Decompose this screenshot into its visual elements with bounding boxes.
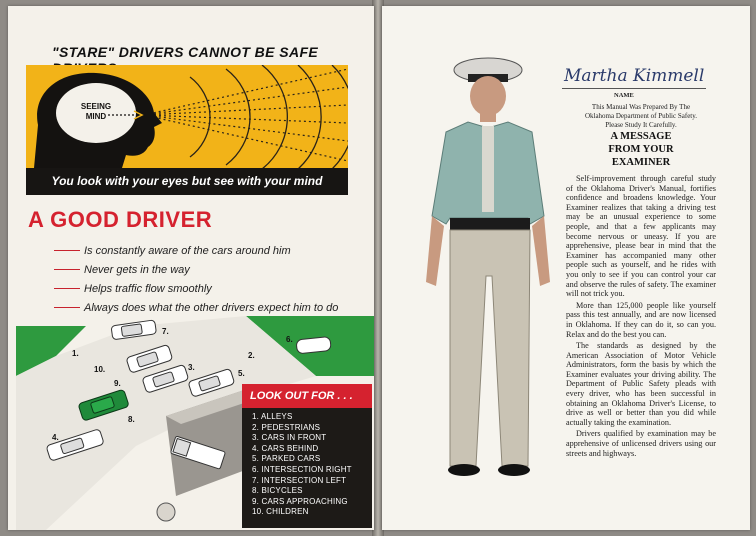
scene-number: 4. xyxy=(52,433,59,442)
message-title xyxy=(570,130,712,169)
left-page xyxy=(8,6,374,530)
lookout-item: 8. BICYCLES xyxy=(252,486,303,496)
trait-item xyxy=(54,241,338,260)
trait-text: Never gets in the way xyxy=(84,263,190,276)
lookout-item: 3. CARS IN FRONT xyxy=(252,433,327,443)
scene-number: 9. xyxy=(114,379,121,388)
trait-item xyxy=(54,298,338,317)
vision-rays-illustration xyxy=(26,65,348,168)
right-page xyxy=(382,6,750,530)
scene-number: 6. xyxy=(286,335,293,344)
scene-number: 10. xyxy=(94,365,106,374)
trait-item xyxy=(54,260,338,279)
trait-text: Is constantly aware of the cars around him xyxy=(84,244,291,257)
trait-item xyxy=(54,279,338,298)
trait-text: Always does what the other drivers expect him to do xyxy=(84,301,339,314)
examiner-photo xyxy=(410,46,560,486)
lookout-item: 2. PEDESTRIANS xyxy=(252,422,321,432)
scene-number: 1. xyxy=(72,349,79,358)
stare-title: "STARE" DRIVERS CANNOT BE SAFE xyxy=(52,44,319,60)
trait-text: Helps traffic flow smoothly xyxy=(84,282,212,295)
name-label: NAME xyxy=(614,92,634,99)
good-driver-traits xyxy=(54,241,338,317)
dash-marker xyxy=(54,288,80,290)
message-title-line: EXAMINER xyxy=(611,157,671,168)
scene-number: 2. xyxy=(248,351,255,360)
lookout-item: 7. INTERSECTION LEFT xyxy=(252,475,347,485)
lookout-item: 4. CARS BEHIND xyxy=(252,443,319,453)
message-title-line: FROM YOUR xyxy=(608,144,674,155)
car-icon xyxy=(296,336,331,353)
manhole-icon xyxy=(157,503,175,521)
seeing-mind-label-2: MIND xyxy=(85,112,107,121)
message-paragraph: The standards as designed by the American Association of Motor Vehicle Administrators, form the basis by which the Examiner evaluates your driving ability. The Department of Public Safety pleads with every driver, who has been successful in obtaining an Oklahoma Driver's License, to drive as well or better than you did while actually taking the examination. xyxy=(566,341,716,427)
scene-number: 3. xyxy=(188,363,195,372)
seeing-mind-banner xyxy=(26,65,348,195)
scene-number: 8. xyxy=(128,415,135,424)
seeing-mind-label-1: SEEING xyxy=(80,102,112,111)
dash-marker xyxy=(54,269,80,271)
prepared-line: Please Study It Carefully. xyxy=(605,121,677,129)
name-line xyxy=(562,88,706,89)
lookout-item: 1. ALLEYS xyxy=(252,412,293,421)
prepared-line: Oklahoma Department of Public Safety. xyxy=(584,112,698,120)
lookout-item: 6. INTERSECTION RIGHT xyxy=(252,464,352,474)
lookout-item: 5. PARKED CARS xyxy=(252,454,321,464)
good-driver-title: A GOOD DRIVER xyxy=(28,207,213,232)
lookout-item: 10. CHILDREN xyxy=(252,507,309,517)
prepared-by-note xyxy=(570,103,712,130)
message-paragraph: Drivers qualified by examination may be apprehensive of unlicensed drivers using our streets and highways. xyxy=(566,429,716,458)
look-out-for-box xyxy=(242,384,372,528)
banner-caption: You look with your eyes but see with your mind xyxy=(26,168,348,195)
dash-marker xyxy=(54,307,80,309)
message-paragraph: Self-improvement through careful study of the Oklahoma Driver's Manual, fortifies confidence and broadens knowledge. Your Examiner realizes that taking a driving test may be an unusual experience to some people, and that a few applicants may become nervous or uneasy. If you are apprehensive, please bear in mind that the Examiner has accompanied many other people such as yourself, and he rides with you only to see if you can control your car and observe the rules of safety. The examiner will not trick you. xyxy=(566,174,716,299)
prepared-line: This Manual Was Prepared By The xyxy=(591,103,691,111)
scene-number: 5. xyxy=(238,369,245,378)
look-out-for-title: LOOK OUT FOR . . . xyxy=(242,384,372,408)
message-title-line: A MESSAGE xyxy=(610,131,672,142)
look-out-for-list xyxy=(242,412,372,518)
lookout-item: 9. CARS APPROACHING xyxy=(252,496,348,506)
examiner-message-body xyxy=(566,174,716,460)
scene-number: 7. xyxy=(162,327,169,336)
dash-marker xyxy=(54,250,80,252)
message-paragraph: More than 125,000 people like yourself pass this test annually, and are now licensed in Oklahoma. If they can do it, so can you. Relax and do the best you can. xyxy=(566,300,716,339)
signature: Martha Kimmell xyxy=(564,66,705,86)
